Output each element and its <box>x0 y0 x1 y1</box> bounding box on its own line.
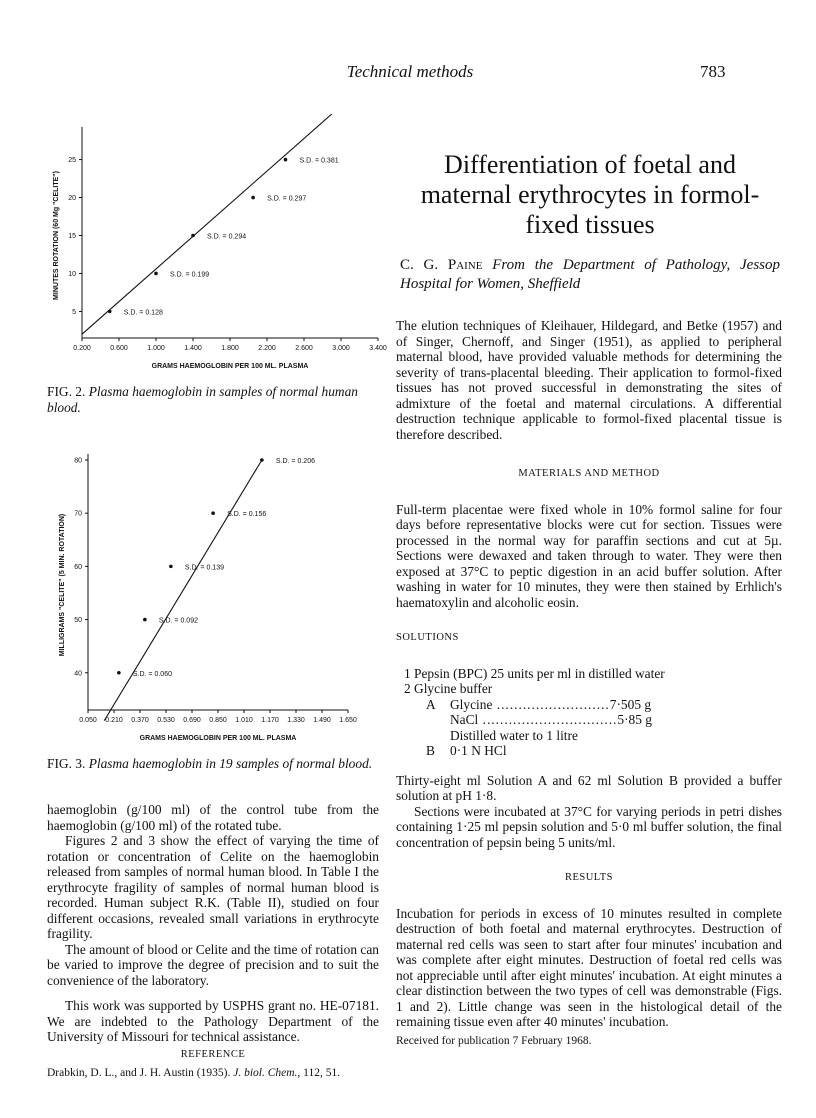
buffer-paragraph: Thirty-eight ml Solution A and 62 ml Solution B provided a buffer solution at pH 1·8. <box>396 772 782 803</box>
glycine-amount: 7·505 g <box>609 696 652 712</box>
figure-3-caption <box>47 756 377 772</box>
reference-entry <box>47 1066 379 1080</box>
y-tick-label: 5 <box>72 308 76 316</box>
data-label: S.D. = 0.199 <box>170 271 210 279</box>
data-point <box>211 511 215 515</box>
solution-1: 1 Pepsin (BPC) 25 units per ml in distilled water <box>404 665 665 681</box>
y-tick-label: 20 <box>68 195 76 203</box>
x-tick-label: 0.850 <box>209 717 227 724</box>
data-point <box>117 671 121 675</box>
nacl-label: NaCl <box>450 712 479 727</box>
incubation-paragraph: Sections were incubated at 37°C for varying periods in petri dishes containing 1·25 ml pepsin solution and 5·0 ml buffer solution, the final concentration of pepsin being 5 units/ml. <box>396 803 782 850</box>
x-tick-label: 0.530 <box>157 717 175 724</box>
y-axis-label: MINUTES ROTATION (60 Mg "CELITE") <box>53 171 60 300</box>
article-title: Differentiation of foetal and maternal erythrocytes in formol-fixed tissues <box>420 150 760 239</box>
paragraph: Figures 2 and 3 show the effect of varying the time of rotation or concentration of Celite on the haemoglobin released from samples of normal human blood. In Table I the erythrocyte fragility of samples of normal human blood is recorded. Human subject R.K. (Table II), studied on four different occasions, revealed small variations in erythrocyte fragility. <box>47 833 379 941</box>
methods-heading: MATERIALS AND METHOD <box>518 468 660 479</box>
figure-2-label: FIG. 2. <box>47 384 86 399</box>
data-label: S.D. = 0.156 <box>227 511 267 519</box>
paragraph: The amount of blood or Celite and the time of rotation can be varied to improve the degree of precision and to suit the convenience of the laboratory. <box>47 941 379 988</box>
x-tick-label: 1.000 <box>147 345 165 352</box>
regression-line <box>104 460 262 721</box>
data-point <box>143 618 147 622</box>
acknowledgement: This work was supported by USPHS grant no. HE-07181. We are indebted to the Pathology Department of the University of Missouri for technical assistance. <box>47 998 379 1044</box>
data-label: S.D. = 0.128 <box>123 309 163 317</box>
data-label: S.D. = 0.206 <box>275 458 315 465</box>
reference-volume: 112, 51. <box>303 1067 341 1079</box>
y-tick-label: 10 <box>68 270 76 278</box>
y-tick-label: 70 <box>74 510 82 518</box>
x-tick-label: 1.330 <box>287 717 305 724</box>
y-tick-label: 60 <box>74 563 82 571</box>
y-tick-label: 40 <box>74 670 82 678</box>
author-name: C. G. Paine <box>400 257 483 273</box>
solution-a-nacl: NaCl ...............................5·85 g <box>450 712 652 727</box>
x-tick-label: 1.010 <box>235 717 253 724</box>
x-tick-label: 0.210 <box>105 717 123 724</box>
solution-b-label: B <box>426 743 435 758</box>
figure-3-chart <box>40 450 380 750</box>
x-tick-label: 1.800 <box>221 345 239 352</box>
figure-2-caption-text: Plasma haemoglobin in samples of normal human blood. <box>47 384 358 415</box>
x-tick-label: 1.490 <box>313 717 331 724</box>
x-axis-label: GRAMS HAEMOGLOBIN PER 100 ML. PLASMA <box>151 363 309 370</box>
x-axis-label: GRAMS HAEMOGLOBIN PER 100 ML. PLASMA <box>139 735 297 742</box>
data-point <box>108 310 112 314</box>
reference-journal: J. biol. Chem., <box>233 1067 301 1079</box>
data-point <box>191 234 195 238</box>
running-head: Technical methods <box>346 62 474 81</box>
data-point <box>154 272 158 276</box>
x-tick-label: 0.200 <box>73 345 91 352</box>
author-affiliation: From the Department of Pathology, Jessop Hospital for Women, Sheffield <box>400 257 781 292</box>
figure-2-caption <box>47 384 377 416</box>
page-number: 783 <box>700 62 726 81</box>
data-label: S.D. = 0.297 <box>267 195 307 203</box>
data-label: S.D. = 0.092 <box>158 617 198 625</box>
data-label: S.D. = 0.060 <box>132 670 172 678</box>
solution-2: 2 Glycine buffer <box>404 681 493 696</box>
reference-heading: REFERENCE <box>180 1048 246 1060</box>
figure-2-chart <box>40 88 387 380</box>
intro-paragraph: The elution techniques of Kleihauer, Hildegard, and Betke (1957) and of Singer, Chernoff, and Singer (1951), as applied to peripheral maternal blood, have provided valuable methods for determining the severity of trans-placental bleeding. Their application to formol-fixed tissues has not proved successful in demonstrating the sites of admixture of the foetal and maternal circulations. A differential destruction technique applicable to formol-fixed placental tissue is therefore described. <box>396 318 782 442</box>
regression-line <box>82 114 332 334</box>
x-tick-label: 0.050 <box>79 717 97 724</box>
right-column-text <box>396 318 782 1048</box>
solution-b <box>404 743 782 759</box>
data-point <box>251 196 255 200</box>
methods-paragraph: Full-term placentae were fixed whole in 10% formol saline for four days before representative blocks were cut for section. Tissues were processed in the normal way for paraffin sections and cut at 5µ. Sections were dewaxed and taken through to water. They were then exposed at 37°C to peptic digestion in an acid buffer solution. After washing in water for 10 minutes, they were then stained by Erhlich's haematoxylin and alcoholic eosin. <box>396 501 782 610</box>
y-axis-label: MILLIGRAMS "CELITE" (5 MIN. ROTATION) <box>59 513 66 657</box>
data-point <box>284 158 288 162</box>
received-date: Received for publication 7 February 1968. <box>396 1034 592 1047</box>
results-paragraph: Incubation for periods in excess of 10 minutes resulted in complete destruction of both foetal and maternal erythrocytes. Destruction of maternal red cells was seen to start after four minutes' incubation and was complete after eight minutes. Destruction of foetal red cells was not appreciable until after eight minutes' incubation. At eight minutes a clear distinction between the two types of cell was demonstrable (Figs. 1 and 2). Little change was seen in the histological detail of the remaining tissue even after 40 minutes' incubation. <box>396 905 782 1029</box>
data-label: S.D. = 0.139 <box>184 564 224 572</box>
reference-authors: Drabkin, D. L., and J. H. Austin (1935). <box>47 1067 231 1079</box>
figure-3-label: FIG. 3. <box>47 756 86 771</box>
x-tick-label: 1.170 <box>261 717 279 724</box>
data-label: S.D. = 0.381 <box>299 157 339 165</box>
x-tick-label: 1.400 <box>184 345 202 352</box>
x-tick-label: 3.000 <box>332 345 350 352</box>
y-tick-label: 50 <box>74 617 82 625</box>
y-tick-label: 15 <box>68 233 76 240</box>
solution-a-water: Distilled water to 1 litre <box>450 727 578 743</box>
data-point <box>169 565 173 569</box>
paragraph: haemoglobin (g/100 ml) of the control tube from the haemoglobin (g/100 ml) of the rotated tube. <box>47 802 379 833</box>
x-tick-label: 0.600 <box>110 345 128 352</box>
x-tick-label: 0.690 <box>183 717 201 724</box>
solution-a-glycine: A Glycine ..........................7·505 g <box>426 696 652 712</box>
y-tick-label: 25 <box>68 157 76 165</box>
byline <box>400 256 780 294</box>
data-point <box>260 458 264 462</box>
results-heading: RESULTS <box>564 872 614 883</box>
solutions-heading: SOLUTIONS <box>396 632 459 643</box>
solution-a-label: A <box>426 696 436 712</box>
x-tick-label: 2.600 <box>295 345 313 352</box>
y-tick-label: 80 <box>74 457 82 465</box>
figure-3-caption-text: Plasma haemoglobin in 19 samples of normal blood. <box>88 756 373 771</box>
x-tick-label: 3.400 <box>369 345 387 352</box>
data-label: S.D. = 0.294 <box>207 233 247 241</box>
glycine-label: Glycine <box>450 696 493 712</box>
solutions-list <box>396 666 782 759</box>
left-column-text <box>47 802 379 1080</box>
solution-b-text: 0·1 N HCl <box>450 743 507 758</box>
x-tick-label: 2.200 <box>258 345 276 352</box>
nacl-amount: 5·85 g <box>617 712 652 727</box>
x-tick-label: 1.650 <box>339 717 357 724</box>
x-tick-label: 0.370 <box>131 717 149 724</box>
